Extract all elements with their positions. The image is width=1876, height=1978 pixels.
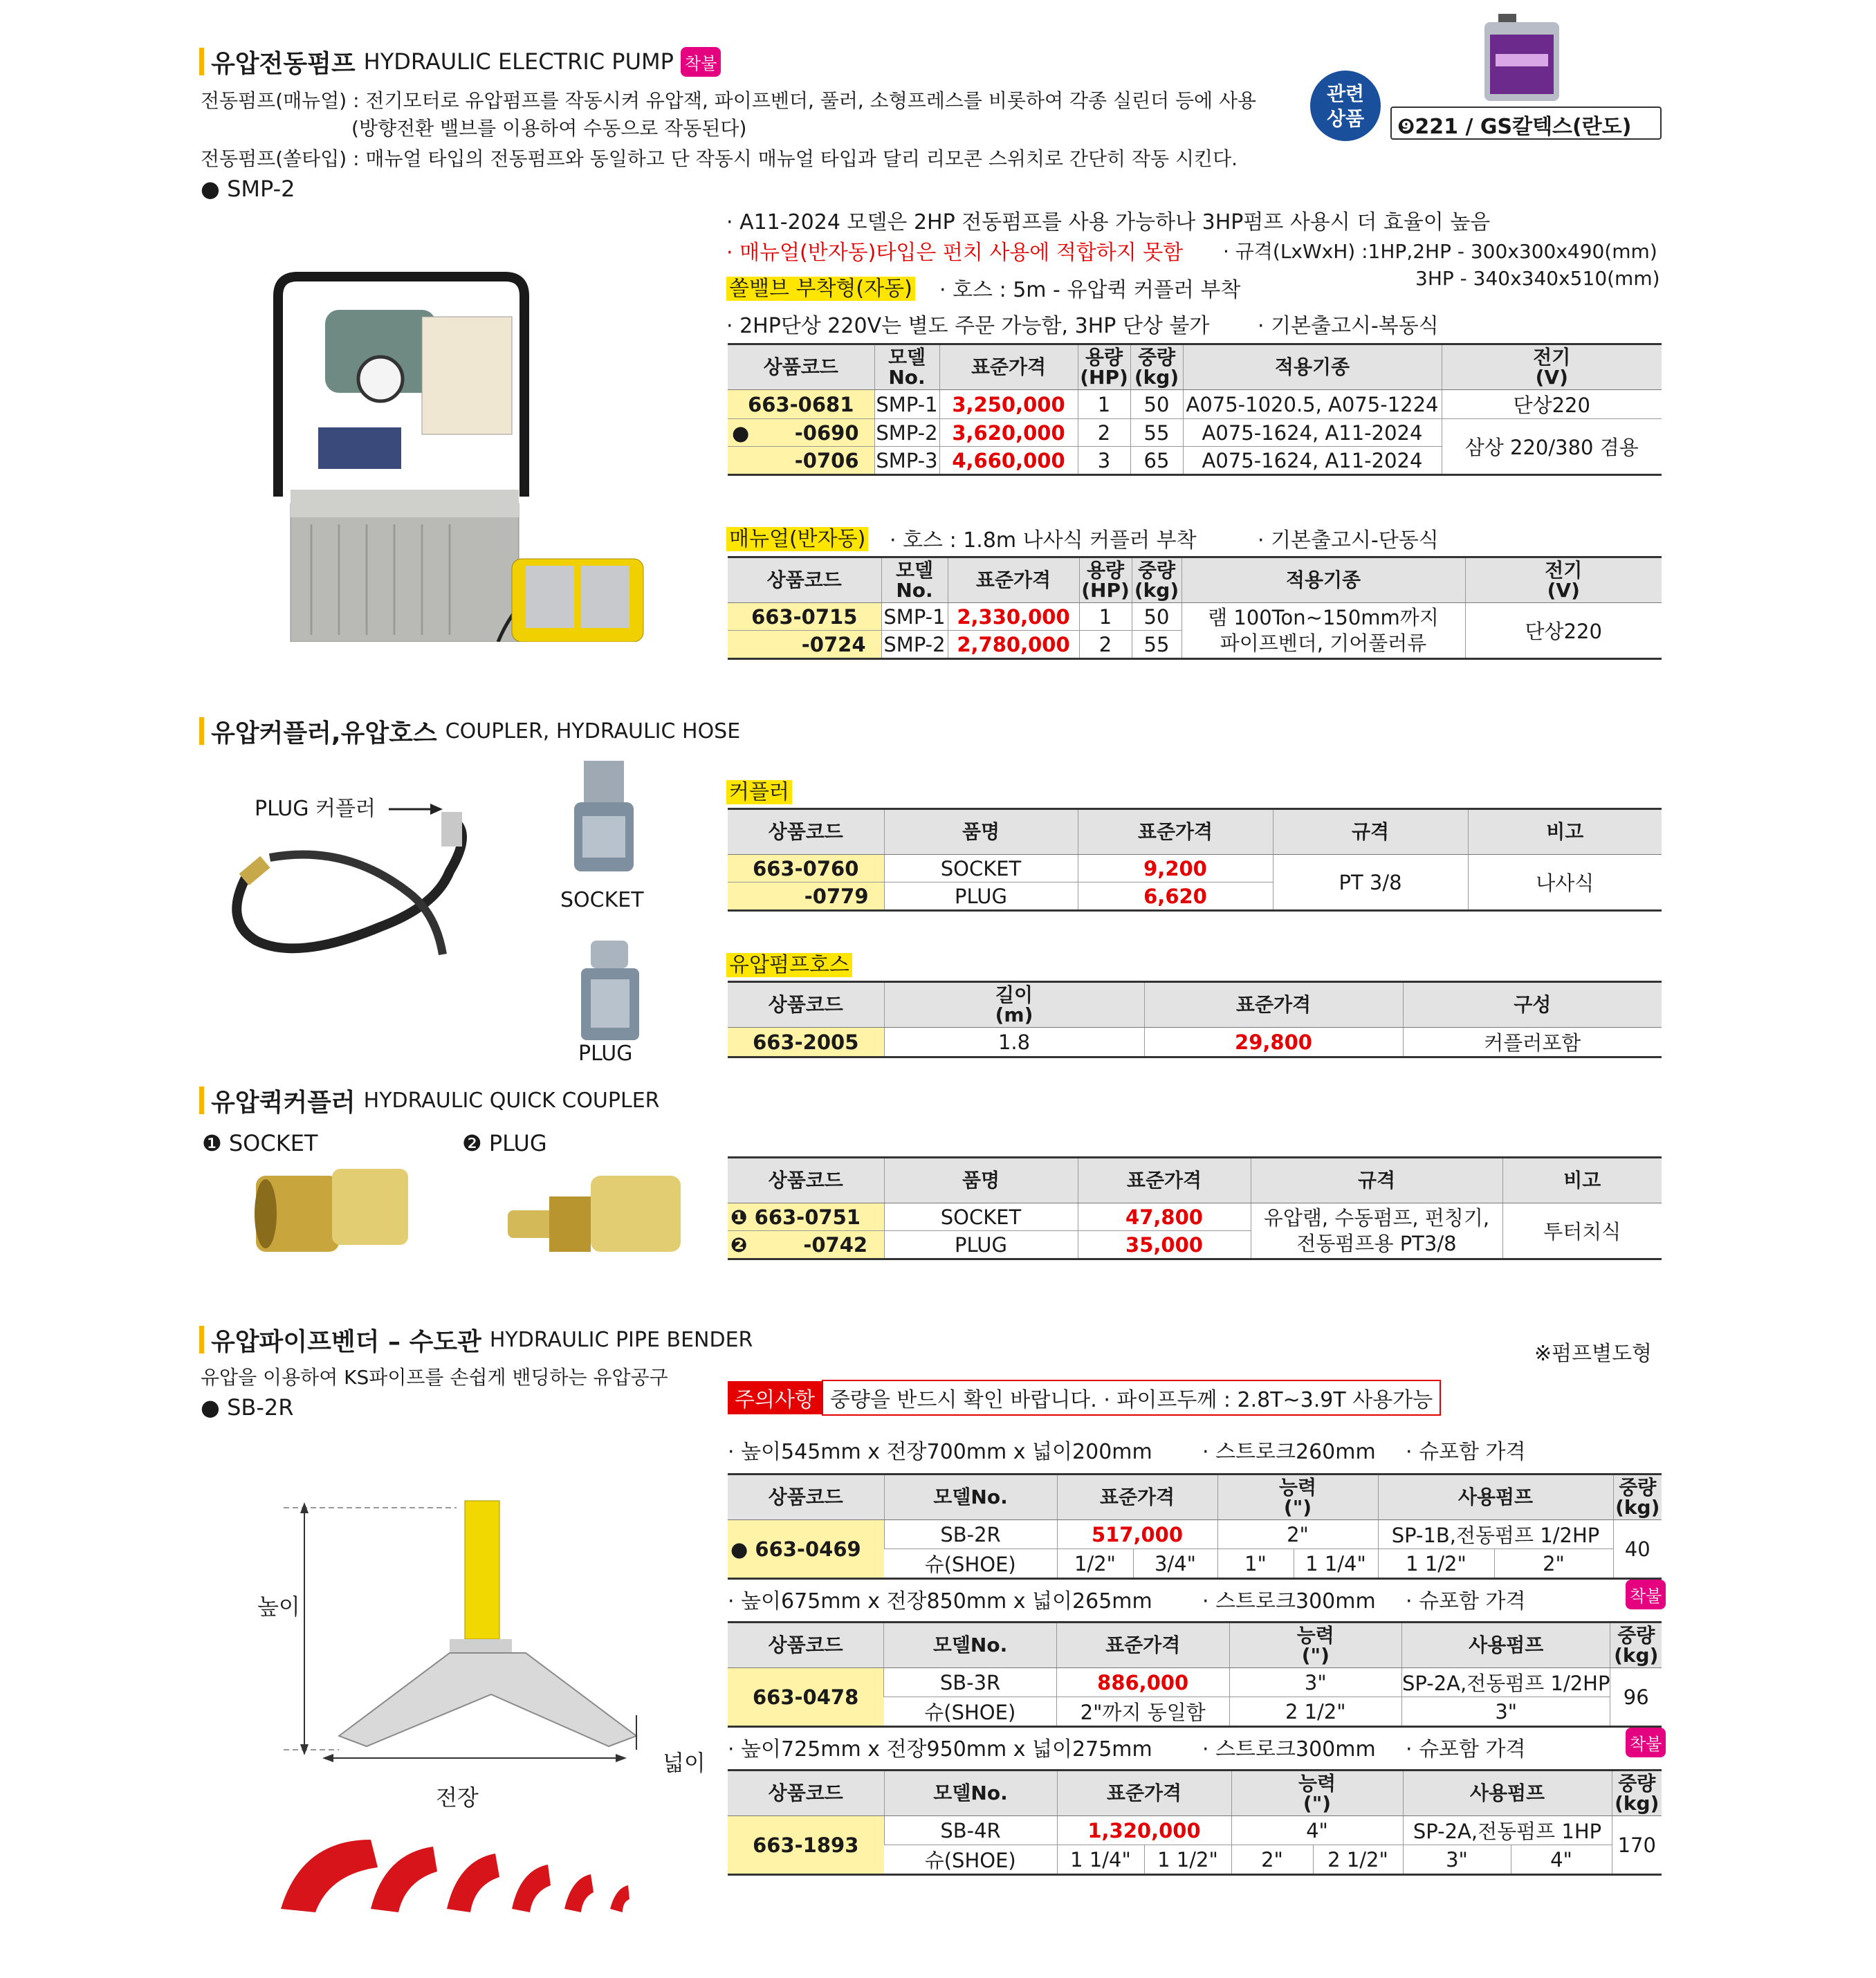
cell-kg: 55 (1130, 419, 1183, 447)
cell-code: -0779 (728, 882, 884, 911)
th-price: 표준가격 (1057, 1771, 1231, 1816)
table-bender-b3 (728, 1769, 1662, 1876)
cell-shoe-size: 2" (1494, 1549, 1613, 1579)
cell-name: PLUG (884, 882, 1078, 911)
tag-manual (726, 521, 868, 552)
b1-stroke: · 스트로크260mm (1202, 1440, 1376, 1464)
tag-coupler (726, 775, 792, 805)
cell-code: -0706 (728, 447, 874, 475)
cell-code: ❶ 663-0751 (728, 1203, 884, 1231)
th-note: 비고 (1468, 809, 1662, 855)
b2-badge-label: 착불 (1626, 1580, 1666, 1609)
th-apply: 적용기종 (1181, 557, 1465, 603)
table-quick-coupler (728, 1156, 1662, 1260)
th-name: 품명 (884, 809, 1078, 855)
title-ko: 유압파이프벤더 – 수도관 (211, 1327, 481, 1356)
tag-hose-label: 유압펌프호스 (726, 953, 852, 977)
cell-hp: 3 (1078, 447, 1130, 475)
th-kg: 중량 (kg) (1130, 344, 1183, 390)
quick-socket-image (249, 1162, 415, 1259)
title-en: COUPLER, HYDRAULIC HOSE (445, 719, 741, 743)
cell-kg: 55 (1132, 631, 1181, 659)
table-row (728, 1816, 1662, 1845)
label-length: 전장 (436, 1784, 479, 1811)
cell-code: 663-1893 (728, 1816, 884, 1875)
tag-auto (726, 271, 915, 302)
oil-can-image (1480, 14, 1563, 102)
model-label: ● SMP-2 (201, 176, 295, 202)
title-en: HYDRAULIC PIPE BENDER (489, 1327, 753, 1352)
th-price: 표준가격 (948, 557, 1079, 603)
cell-code-text: -0690 (794, 420, 859, 445)
cell-shoe-size: 2"까지 동일함 (1056, 1697, 1229, 1727)
th-code: 상품코드 (728, 1475, 884, 1520)
cell-name: SOCKET (884, 855, 1078, 882)
cell-shoe-size: 2 1/2" (1229, 1697, 1401, 1727)
cell-price: 47,800 (1078, 1203, 1251, 1231)
cell-price: 2,780,000 (948, 631, 1079, 659)
title-ko: 유압퀵커플러 (211, 1088, 356, 1117)
b2-cod-badge (1626, 1580, 1666, 1609)
th-code: 상품코드 (728, 1771, 884, 1816)
cell-volt: 단상220 (1442, 390, 1662, 419)
th-price: 표준가격 (1078, 809, 1273, 855)
th-name: 품명 (884, 1158, 1078, 1203)
quick-socket-label: ❶ SOCKET (202, 1130, 318, 1156)
cell-apply: 램 100Ton~150mm까지 파이프벤더, 기어풀러류 (1181, 603, 1465, 659)
th-code: 상품코드 (728, 982, 884, 1028)
th-capacity: 능력 (") (1229, 1623, 1401, 1668)
th-capacity: 능력 (") (1217, 1475, 1378, 1520)
cell-shoe-size: 1 1/4" (1294, 1549, 1378, 1579)
spec-size-12hp: · 규격(LxWxH) :1HP,2HP - 300x300x490(mm) (1223, 240, 1657, 263)
cell-shoe-size: 3/4" (1133, 1549, 1217, 1579)
cell-price: 3,620,000 (939, 419, 1078, 447)
cell-hp: 1 (1079, 603, 1132, 631)
pump-separate-note: ※펌프별도형 (1534, 1342, 1653, 1366)
cell-code (728, 419, 874, 447)
th-model: 모델No. (884, 1475, 1057, 1520)
hose-manual: · 호스 : 1.8m 나사식 커플러 부착 (890, 528, 1197, 553)
socket-image (567, 761, 643, 878)
cell-model: SMP-1 (874, 390, 939, 419)
title-en: HYDRAULIC ELECTRIC PUMP (363, 48, 674, 75)
caution-tag: 주의사항 (728, 1381, 822, 1414)
th-volt: 전기 (V) (1442, 344, 1662, 390)
cell-price: 4,660,000 (939, 447, 1078, 475)
note-single-acting: · 기본출고시-단동식 (1258, 528, 1439, 553)
cell-shoe-size: 1" (1217, 1549, 1294, 1579)
related-circle-text: 관련 상품 (1326, 82, 1365, 130)
th-code: 상품코드 (728, 1158, 884, 1203)
b1-shoe: · 슈포함 가격 (1406, 1440, 1526, 1464)
b2-stroke: · 스트로크300mm (1202, 1589, 1376, 1614)
cell-kg: 50 (1132, 603, 1181, 631)
th-price: 표준가격 (1056, 1623, 1229, 1668)
cell-model: SMP-2 (874, 419, 939, 447)
cell-model: SB-2R (884, 1520, 1057, 1549)
note-double-acting: · 기본출고시-복동식 (1258, 314, 1439, 338)
cell-shoe-size: 4" (1511, 1845, 1612, 1875)
cell-code: 663-0760 (728, 855, 884, 882)
th-code: 상품코드 (728, 557, 881, 603)
table-row (728, 419, 1662, 447)
th-model: 모델No. (881, 557, 948, 603)
title-en: HYDRAULIC QUICK COUPLER (363, 1088, 660, 1113)
table-hose (728, 981, 1662, 1058)
cell-kg: 170 (1612, 1816, 1662, 1875)
cell-apply: A075-1624, A11-2024 (1183, 419, 1442, 447)
th-model: 모델No. (874, 344, 939, 390)
cell-capacity: 3" (1229, 1668, 1401, 1697)
cell-code: -0724 (728, 631, 881, 659)
th-kg: 중량 (kg) (1132, 557, 1181, 603)
cell-shoe-size: 1 1/4" (1057, 1845, 1144, 1875)
th-price: 표준가격 (939, 344, 1078, 390)
th-price: 표준가격 (1057, 1475, 1217, 1520)
cell-capacity: 4" (1231, 1816, 1403, 1845)
cell-name: PLUG (884, 1231, 1078, 1259)
th-composition: 구성 (1403, 982, 1662, 1028)
hose-image (208, 788, 498, 968)
cell-composition: 커플러포함 (1403, 1028, 1662, 1057)
th-price: 표준가격 (1144, 982, 1403, 1028)
plug-coupler-label: PLUG 커플러 (255, 797, 376, 821)
tag-manual-label: 매뉴얼(반자동) (726, 527, 868, 551)
b1-spec: · 높이545mm x 전장700mm x 넓이200mm (728, 1440, 1152, 1464)
cell-code: 663-0715 (728, 603, 881, 631)
cell-hp: 2 (1079, 631, 1132, 659)
table-pump-manual (728, 556, 1662, 660)
cell-model: SMP-1 (881, 603, 948, 631)
section-title-coupler (199, 715, 740, 747)
th-pump: 사용펌프 (1403, 1771, 1612, 1816)
related-text: ❾221 / GS칼텍스(란도) (1397, 115, 1632, 139)
note-a11: · A11-2024 모델은 2HP 전동펌프를 사용 가능하나 3HP펌프 사용시 더 효율이 높음 (726, 210, 1491, 234)
cell-pump: SP-1B,전동펌프 1/2HP (1378, 1520, 1613, 1549)
section-title-pipe-bender (199, 1324, 753, 1356)
title-bar-marker (199, 717, 204, 745)
th-pump: 사용펌프 (1378, 1475, 1613, 1520)
tag-auto-label: 쏠밸브 부착형(자동) (726, 277, 915, 301)
bender-shoes-image (274, 1826, 661, 1916)
cell-note: 투터치식 (1502, 1203, 1662, 1259)
cod-badge: 착불 (681, 47, 721, 77)
title-ko: 유압커플러,유압호스 (211, 719, 437, 748)
cell-shoe-size: 3" (1403, 1845, 1511, 1875)
cell-shoe-size: 1 1/2" (1378, 1549, 1494, 1579)
b3-badge-label: 착불 (1626, 1728, 1666, 1757)
cell-model: SB-4R (884, 1816, 1057, 1845)
cell-spec: PT 3/8 (1273, 855, 1468, 911)
cell-price: 9,200 (1078, 855, 1273, 882)
title-bar-marker (199, 1087, 204, 1114)
table-row (728, 855, 1662, 882)
cell-code: ● 663-0469 (728, 1520, 884, 1579)
tag-coupler-label: 커플러 (726, 780, 792, 804)
desc-manual-cont: (방향전환 밸브를 이용하여 수동으로 작동된다) (351, 117, 747, 140)
th-spec: 규격 (1251, 1158, 1502, 1203)
cell-price: 35,000 (1078, 1231, 1251, 1259)
cell-price: 886,000 (1056, 1668, 1229, 1697)
cell-shoe-size: 2 1/2" (1313, 1845, 1403, 1875)
table-row (728, 603, 1662, 631)
socket-label: SOCKET (560, 888, 644, 912)
th-model: 모델No. (884, 1623, 1057, 1668)
bender-desc: 유압을 이용하여 KS파이프를 손쉽게 밴딩하는 유압공구 (201, 1366, 668, 1389)
th-kg: 중량 (kg) (1612, 1771, 1662, 1816)
title-ko: 유압전동펌프 (211, 49, 356, 78)
cell-kg: 40 (1613, 1520, 1662, 1579)
th-code: 상품코드 (728, 344, 874, 390)
cell-volt: 삼상 220/380 겸용 (1442, 419, 1662, 475)
cell-spec: 유압램, 수동펌프, 펀칭기, 전동펌프용 PT3/8 (1251, 1203, 1502, 1259)
cell-price: 517,000 (1057, 1520, 1217, 1549)
pipe-bender-image (263, 1487, 692, 1819)
cell-model: SB-3R (884, 1668, 1057, 1697)
desc-manual: 전동펌프(매뉴얼) : 전기모터로 유압펌프를 작동시켜 유압잭, 파이프벤더, 풀러, 소형프레스를 비롯하여 각종 실린더 등에 사용 (201, 89, 1257, 112)
cell-shoe: 슈(SHOE) (884, 1549, 1057, 1579)
caution-text: 중량을 반드시 확인 바랍니다. · 파이프두께 : 2.8T~3.9T 사용가능 (822, 1380, 1441, 1416)
spec-size-3hp: 3HP - 340x340x510(mm) (1415, 267, 1660, 290)
label-width: 넓이 (663, 1750, 706, 1776)
cell-name: SOCKET (884, 1203, 1078, 1231)
cell-shoe-size: 1/2" (1057, 1549, 1133, 1579)
cell-hp: 1 (1078, 390, 1130, 419)
cell-volt: 단상220 (1465, 603, 1662, 659)
cell-pump: SP-2A,전동펌프 1/2HP (1402, 1668, 1610, 1697)
cell-kg: 65 (1130, 447, 1183, 475)
plug-label: PLUG (578, 1042, 633, 1066)
quick-plug-image (501, 1162, 688, 1259)
table-bender-b1 (728, 1473, 1662, 1580)
th-code: 상품코드 (728, 809, 884, 855)
cell-hp: 2 (1078, 419, 1130, 447)
table-row (728, 390, 1662, 419)
cell-price: 29,800 (1144, 1028, 1403, 1057)
desc-solenoid: 전동펌프(쏠타입) : 매뉴얼 타입의 전동펌프와 동일하고 단 작동시 매뉴얼 타입과 달리 리모콘 스위치로 간단히 작동 시킨다. (201, 147, 1238, 170)
th-hp: 용량 (HP) (1078, 344, 1130, 390)
cell-code: ❷ -0742 (728, 1231, 884, 1259)
cell-model: SMP-2 (881, 631, 948, 659)
table-row (728, 1028, 1662, 1057)
th-capacity: 능력 (") (1231, 1771, 1403, 1816)
quick-plug-label: ❷ PLUG (462, 1130, 547, 1156)
cell-shoe-size: 1 1/2" (1144, 1845, 1231, 1875)
th-note: 비고 (1502, 1158, 1662, 1203)
cell-apply: A075-1624, A11-2024 (1183, 447, 1442, 475)
table-pump-auto (728, 343, 1662, 476)
cell-kg: 96 (1610, 1668, 1662, 1727)
th-model: 모델No. (884, 1771, 1057, 1816)
cell-price: 2,330,000 (948, 603, 1079, 631)
cell-price: 1,320,000 (1057, 1816, 1231, 1845)
th-length: 길이 (m) (884, 982, 1144, 1028)
bender-model: ● SB-2R (201, 1394, 294, 1421)
label-height: 높이 (257, 1593, 300, 1620)
cell-code: 663-0478 (728, 1668, 884, 1727)
th-price: 표준가격 (1078, 1158, 1251, 1203)
th-spec: 규격 (1273, 809, 1468, 855)
b3-cod-badge (1626, 1728, 1666, 1757)
b3-spec: · 높이725mm x 전장950mm x 넓이275mm (728, 1737, 1152, 1762)
cell-pump: SP-2A,전동펌프 1HP (1403, 1816, 1612, 1845)
section-title-quick-coupler (199, 1084, 660, 1116)
note-2hp: · 2HP단상 220V는 별도 주문 가능함, 3HP 단상 불가 (726, 314, 1210, 338)
cell-shoe-size: 3" (1402, 1697, 1610, 1727)
table-coupler (728, 808, 1662, 912)
b2-shoe: · 슈포함 가격 (1406, 1589, 1526, 1614)
table-row (728, 1668, 1662, 1697)
table-bender-b2 (728, 1621, 1662, 1728)
cell-kg: 50 (1130, 390, 1183, 419)
title-bar-marker (199, 48, 204, 75)
cell-model: SMP-3 (874, 447, 939, 475)
tag-hose (726, 948, 852, 978)
table-row (728, 1203, 1662, 1231)
th-pump: 사용펌프 (1402, 1623, 1610, 1668)
cell-shoe: 슈(SHOE) (884, 1697, 1057, 1727)
cell-code: 663-2005 (728, 1028, 884, 1057)
bullet-icon: ● (732, 420, 750, 445)
table-row (728, 1520, 1662, 1549)
section-title-pump (199, 46, 721, 77)
electric-pump-image (270, 268, 657, 642)
hose-auto: · 호스 : 5m - 유압퀵 커플러 부착 (939, 278, 1241, 302)
cell-price: 3,250,000 (939, 390, 1078, 419)
plug-image (576, 941, 645, 1044)
cell-apply: A075-1020.5, A075-1224 (1183, 390, 1442, 419)
th-apply: 적용기종 (1183, 344, 1442, 390)
b3-stroke: · 스트로크300mm (1202, 1737, 1376, 1762)
th-hp: 용량 (HP) (1079, 557, 1132, 603)
cell-length: 1.8 (884, 1028, 1144, 1057)
th-kg: 중량 (kg) (1610, 1623, 1662, 1668)
cell-code: 663-0681 (728, 390, 874, 419)
cell-shoe-size: 2" (1231, 1845, 1313, 1875)
caution-bar (728, 1380, 1441, 1415)
th-volt: 전기 (V) (1465, 557, 1662, 603)
note-manual-warning: · 매뉴얼(반자동)타입은 펀치 사용에 적합하지 못함 (726, 241, 1184, 265)
cell-note: 나사식 (1468, 855, 1662, 911)
title-bar-marker (199, 1326, 204, 1353)
b2-spec: · 높이675mm x 전장850mm x 넓이265mm (728, 1589, 1152, 1614)
b3-shoe: · 슈포함 가격 (1406, 1737, 1526, 1762)
th-code: 상품코드 (728, 1623, 884, 1668)
cell-capacity: 2" (1217, 1520, 1378, 1549)
cell-shoe: 슈(SHOE) (884, 1845, 1057, 1875)
cell-price: 6,620 (1078, 882, 1273, 911)
th-kg: 중량 (kg) (1613, 1475, 1662, 1520)
